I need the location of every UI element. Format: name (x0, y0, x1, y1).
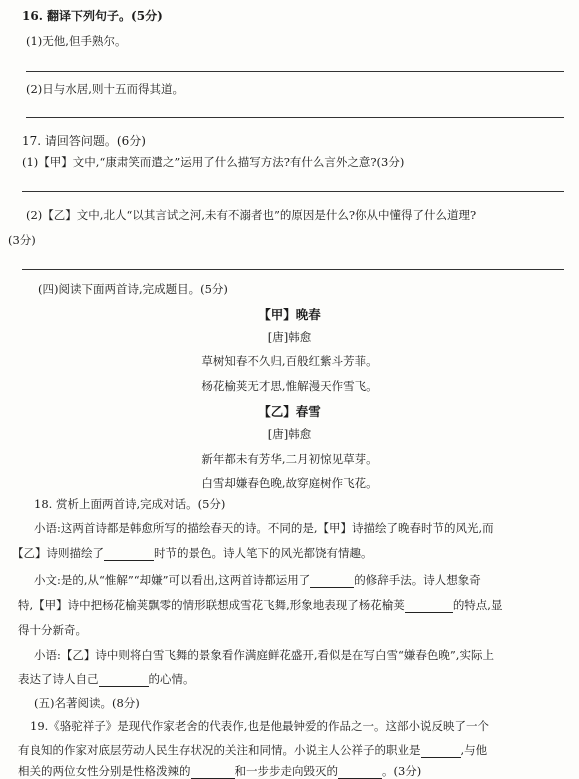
poem-2-author: [唐]韩愈 (267, 427, 312, 441)
poem-1-author: [唐]韩愈 (267, 330, 312, 344)
poem-2-line-1: 新年都未有芳华,二月初惊见草芽。 (201, 452, 378, 466)
answer-line (26, 71, 564, 72)
fill-blank[interactable] (310, 575, 354, 588)
q16-sentence-1: (1)无他,但手熟尔。 (26, 34, 127, 48)
q18-line-2: 【乙】诗则描绘了 时节的景色。诗人笔下的风光都饶有情趣。 (12, 546, 373, 560)
q16-sentence-2: (2)日与水居,则十五而得其道。 (26, 82, 184, 96)
q18-line-7: 表达了诗人自己 的心情。 (18, 672, 195, 686)
poem-1-line-1: 草树知春不久归,百般红紫斗芳菲。 (201, 354, 378, 368)
answer-line (22, 269, 564, 270)
fill-blank[interactable] (338, 766, 382, 779)
q16-title: 16. 翻译下列句子。(5分) (22, 9, 163, 23)
q18-line-6: 小语:【乙】诗中则将白雪飞舞的景象看作满庭鲜花盛开,看似是在写白雪“嫌春色晚”,实际上 (34, 648, 494, 662)
poem-1-line-2: 杨花榆荚无才思,惟解漫天作雪飞。 (201, 379, 378, 393)
fill-blank[interactable] (99, 674, 149, 687)
fill-blank[interactable] (104, 548, 154, 561)
poem-2-title: 【乙】春雪 (258, 404, 321, 419)
section-5-header: (五)名著阅读。(8分) (34, 696, 140, 710)
fill-blank[interactable] (191, 766, 235, 779)
fill-blank[interactable] (405, 600, 453, 613)
q18-line-3: 小文:是的,从“惟解”“却嫌”可以看出,这两首诗都运用了 的修辞手法。诗人想象奇 (34, 573, 481, 587)
q17-part-1: (1)【甲】文中,“康肃笑而遣之”运用了什么描写方法?有什么言外之意?(3分) (22, 155, 405, 169)
section-4-header: (四)阅读下面两首诗,完成题目。(5分) (38, 282, 228, 296)
q18-title: 18. 赏析上面两首诗,完成对话。(5分) (34, 497, 226, 511)
answer-line (26, 117, 564, 118)
q17-part-2-score: (3分) (8, 233, 36, 247)
q19-line-2: 有良知的作家对底层劳动人民生存状况的关注和同情。小说主人公祥子的职业是 ,与他 (18, 743, 488, 757)
poem-2-line-2: 白雪却嫌春色晚,故穿庭树作飞花。 (201, 476, 378, 490)
q17-title: 17. 请回答问题。(6分) (22, 134, 146, 148)
q18-line-4: 特,【甲】诗中把杨花榆荚飘零的情形联想成雪花飞舞,形象地表现了杨花榆荚 的特点,显 (18, 598, 503, 612)
q18-line-1: 小语:这两首诗都是韩愈所写的描绘春天的诗。不同的是,【甲】诗描绘了晚春时节的风光,而 (34, 521, 494, 535)
poem-1-title: 【甲】晚春 (258, 307, 321, 322)
q19-line-3: 相关的两位女性分别是性格泼辣的 和一步步走向毁灭的 。(3分) (18, 764, 422, 778)
q19-line-1: 19.《骆驼祥子》是现代作家老舍的代表作,也是他最钟爱的作品之一。这部小说反映了一个 (30, 719, 489, 733)
q17-part-2: (2)【乙】文中,北人“以其言试之河,未有不溺者也”的原因是什么?你从中懂得了什么道理? (26, 208, 477, 222)
fill-blank[interactable] (421, 745, 461, 758)
q18-line-5: 得十分新奇。 (18, 623, 87, 637)
answer-line (22, 191, 564, 192)
